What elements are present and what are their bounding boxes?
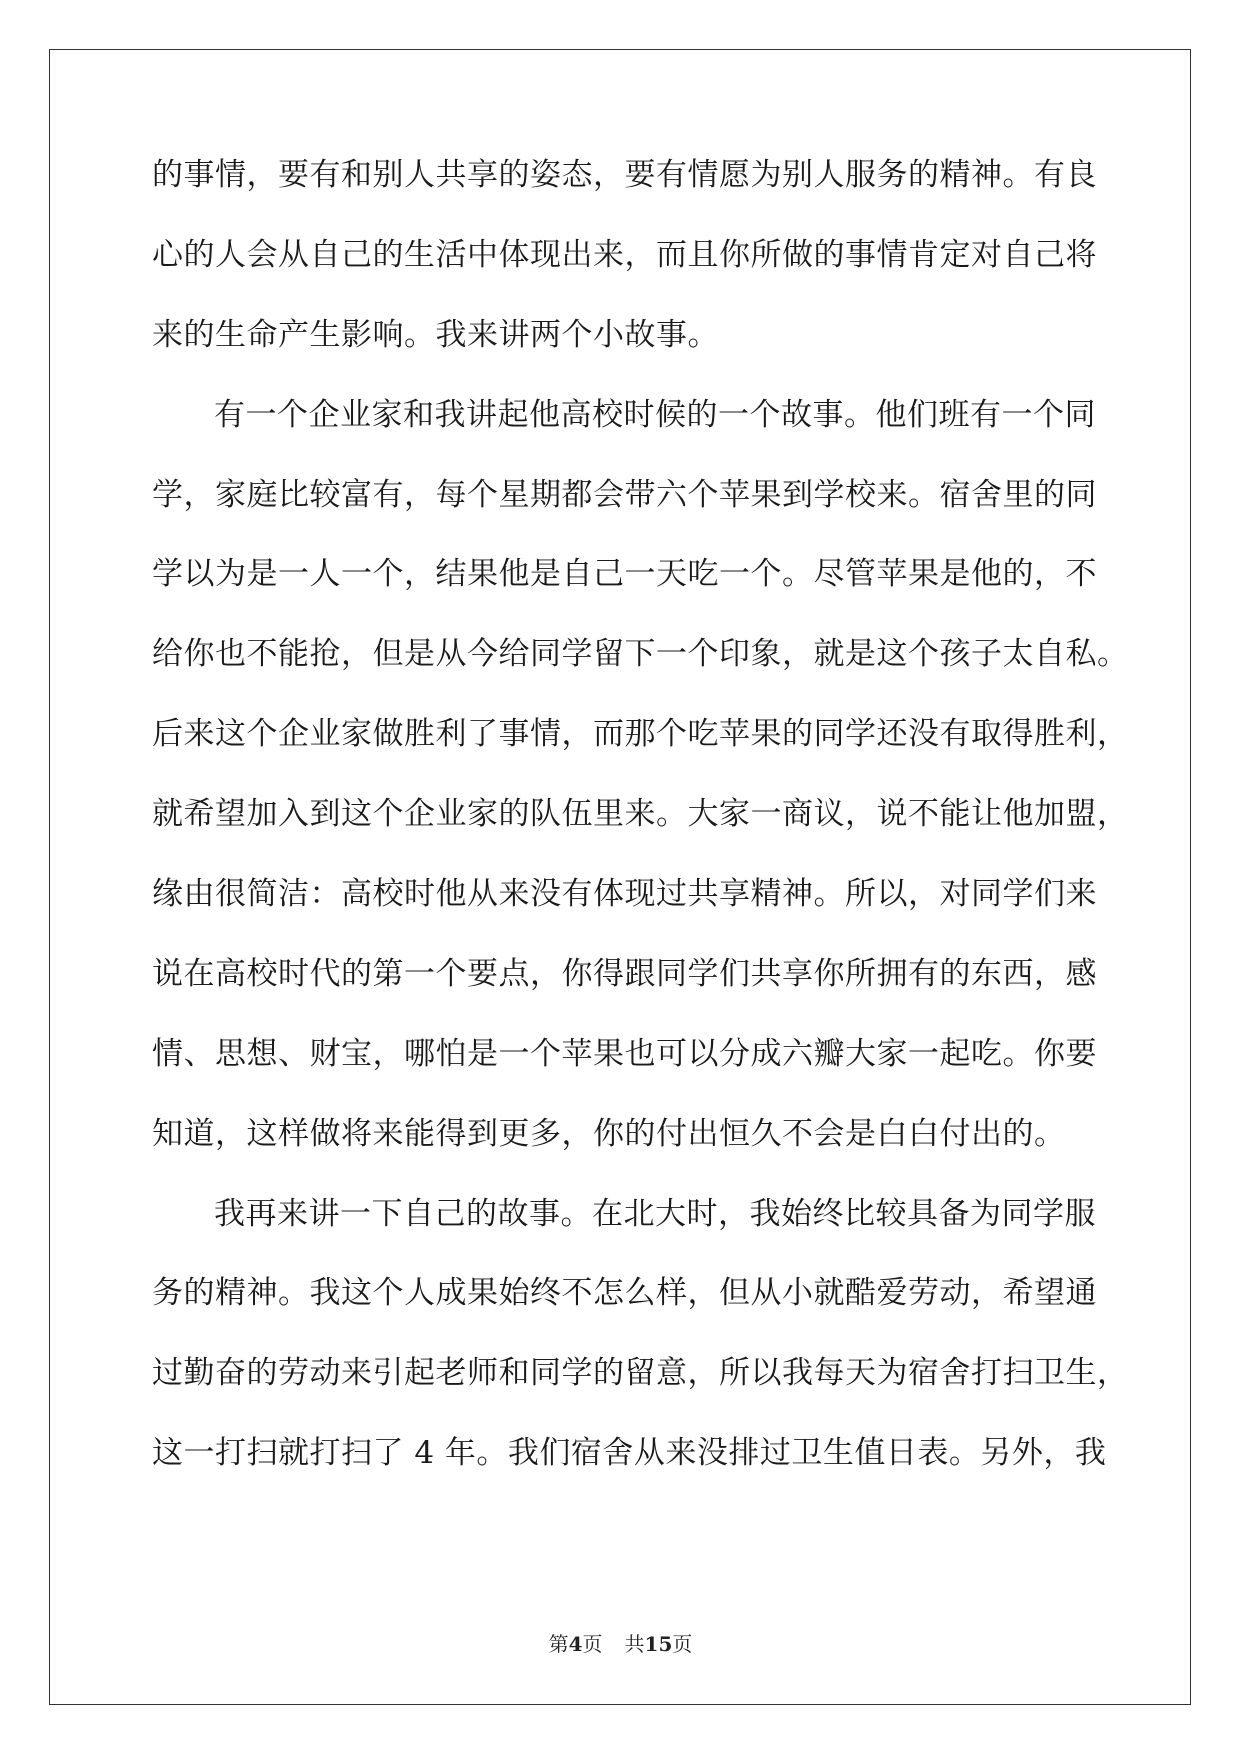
text-line: 学以为是一人一个，结果他是自己一天吃一个。尽管苹果是他的，不 — [152, 556, 1097, 593]
text-line: 务的精神。我这个人成果始终不怎么样，但从小就酷爱劳动，希望通 — [152, 1275, 1097, 1312]
text-line: 的事情，要有和别人共享的姿态，要有情愿为别人服务的精神。有良 — [152, 157, 1097, 193]
footer-page-suffix: 页 — [582, 1632, 603, 1656]
text-line: 说在高校时代的第一个要点，你得跟同学们共享你所拥有的东西，感 — [152, 955, 1097, 992]
text-line: 情、思想、财宝，哪怕是一个苹果也可以分成六瓣大家一起吃。你要 — [152, 1035, 1097, 1072]
footer-total-prefix: 共 — [624, 1632, 645, 1656]
document-body — [152, 155, 1129, 1513]
footer-page-number: 4 — [568, 1632, 583, 1656]
text-line: 知道，这样做将来能得到更多，你的付出恒久不会是白白付出的。 — [152, 1115, 1066, 1152]
text-line: 缘由很简洁：高校时他从来没有体现过共享精神。所以，对同学们来 — [152, 876, 1097, 913]
text-line: 后来这个企业家做胜利了事情，而那个吃苹果的同学还没有取得胜利， — [152, 716, 1129, 753]
text-line: 学，家庭比较富有，每个星期都会带六个苹果到学校来。宿舍里的同 — [152, 476, 1097, 513]
text-line: 过勤奋的劳动来引起老师和同学的留意，所以我每天为宿舍打扫卫生， — [152, 1355, 1129, 1392]
text-line: 心的人会从自己的生活中体现出来，而且你所做的事情肯定对自己将 — [152, 236, 1097, 273]
text-line: 这一打扫就打扫了 4 年。我们宿舍从来没排过卫生值日表。另外，我 — [152, 1435, 1107, 1472]
footer-page-prefix: 第 — [548, 1632, 569, 1656]
text-line: 来的生命产生影响。我来讲两个小故事。 — [152, 316, 719, 353]
text-line: 就希望加入到这个企业家的队伍里来。大家一商议，说不能让他加盟， — [152, 796, 1129, 833]
footer-total-suffix: 页 — [672, 1632, 693, 1656]
text-line: 我再来讲一下自己的故事。在北大时，我始终比较具备为同学服 — [214, 1195, 1096, 1232]
page-footer — [0, 1628, 1241, 1657]
text-line: 有一个企业家和我讲起他高校时候的一个故事。他们班有一个同 — [214, 396, 1096, 433]
text-line: 给你也不能抢，但是从今给同学留下一个印象，就是这个孩子太自私。 — [152, 636, 1129, 673]
footer-total-pages: 15 — [644, 1632, 673, 1656]
